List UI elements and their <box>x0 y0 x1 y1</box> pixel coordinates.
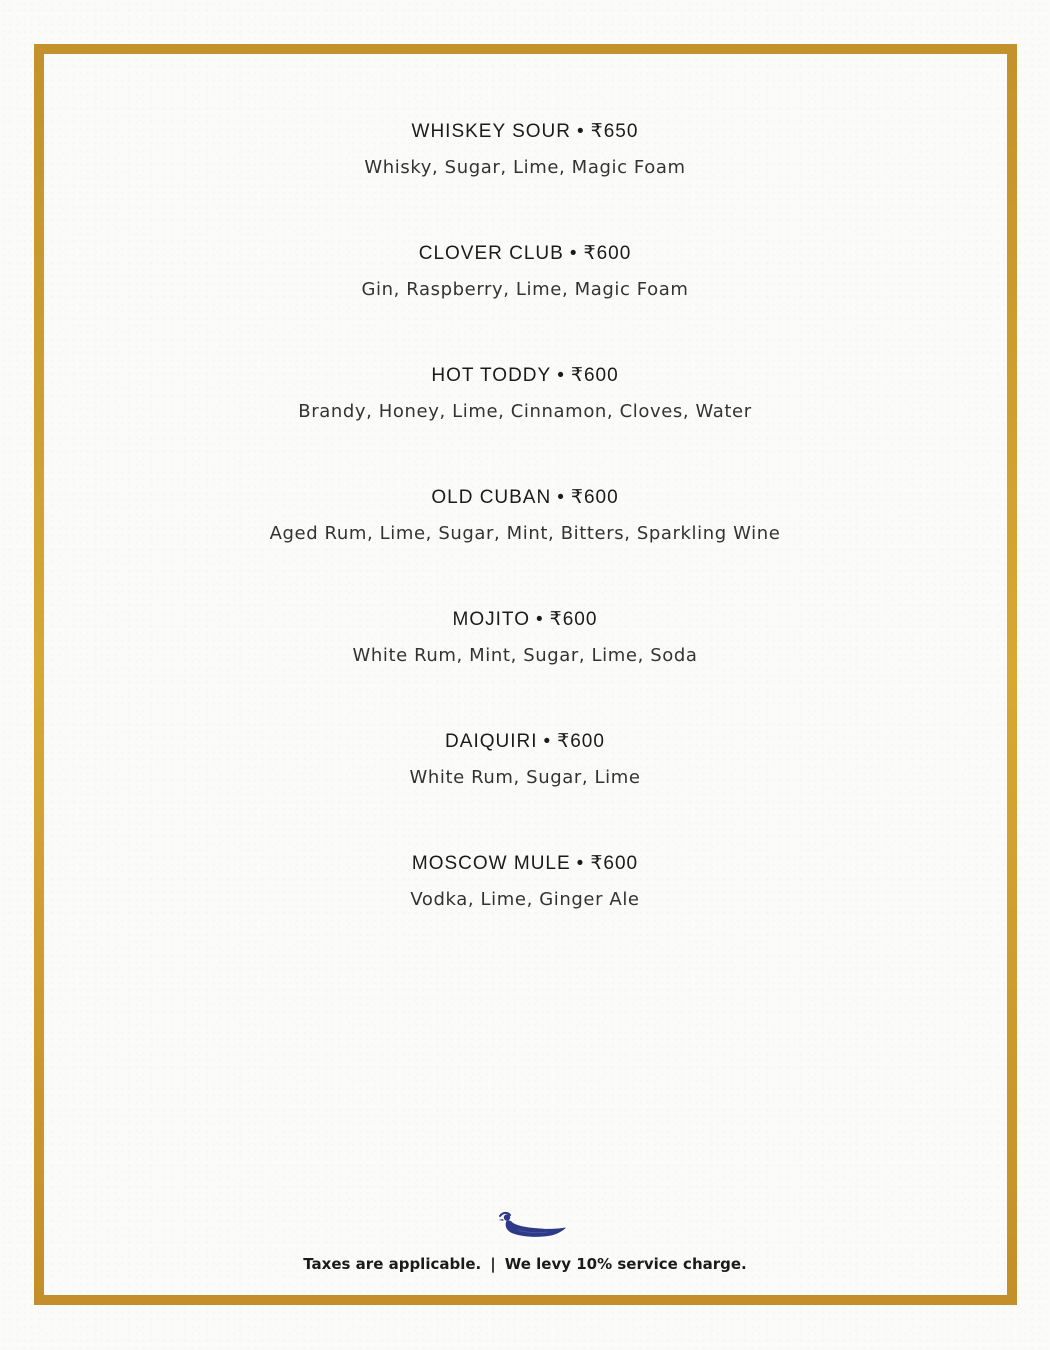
menu-item-daiquiri <box>0 726 1050 848</box>
menu-item-price: ₹650 <box>590 121 639 142</box>
menu-item-name: OLD CUBAN <box>431 487 552 508</box>
menu-item-ingredients: Brandy, Honey, Lime, Cinnamon, Cloves, Water <box>298 401 752 422</box>
menu-item-title <box>0 726 1050 758</box>
menu-item-price: ₹600 <box>549 609 598 630</box>
menu-item-ingredients: Vodka, Lime, Ginger Ale <box>410 889 640 910</box>
menu-item-name: MOSCOW MULE <box>411 853 571 874</box>
menu-item-title <box>0 238 1050 270</box>
menu-item-old-cuban <box>0 482 1050 604</box>
menu-item-title <box>0 848 1050 880</box>
menu-item-price: ₹600 <box>570 365 619 386</box>
drinks-menu <box>0 116 1050 970</box>
footer-note <box>0 1253 1050 1275</box>
peacock-icon <box>496 1208 568 1242</box>
menu-item-price: ₹600 <box>590 853 639 874</box>
menu-item-ingredients: White Rum, Sugar, Lime <box>409 767 641 788</box>
menu-item-separator: • <box>535 609 544 630</box>
menu-item-price: ₹600 <box>557 731 605 752</box>
menu-item-whiskey-sour <box>0 116 1050 238</box>
menu-item-ingredients: Whisky, Sugar, Lime, Magic Foam <box>364 157 686 178</box>
menu-item-hot-toddy <box>0 360 1050 482</box>
menu-item-price: ₹600 <box>570 487 619 508</box>
menu-item-moscow-mule <box>0 848 1050 970</box>
menu-item-separator: • <box>576 853 585 874</box>
service-charge-note: We levy 10% service charge. <box>504 1255 747 1273</box>
menu-item-mojito <box>0 604 1050 726</box>
menu-item-title <box>0 604 1050 636</box>
menu-item-name: DAIQUIRI <box>445 731 538 752</box>
menu-item-separator: • <box>569 243 578 264</box>
menu-item-separator: • <box>557 365 565 386</box>
menu-item-title <box>0 360 1050 392</box>
menu-item-ingredients: Gin, Raspberry, Lime, Magic Foam <box>361 279 689 300</box>
taxes-note: Taxes are applicable. <box>303 1255 482 1273</box>
menu-item-name: MOJITO <box>452 609 530 630</box>
menu-item-name: HOT TODDY <box>431 365 552 386</box>
menu-item-title <box>0 482 1050 514</box>
menu-item-ingredients: White Rum, Mint, Sugar, Lime, Soda <box>352 645 698 666</box>
menu-item-ingredients: Aged Rum, Lime, Sugar, Mint, Bitters, Sparkling Wine <box>269 523 781 544</box>
menu-item-name: WHISKEY SOUR <box>411 121 571 142</box>
menu-item-separator: • <box>543 731 552 752</box>
menu-item-separator: • <box>557 487 565 508</box>
footer-separator: | <box>490 1255 496 1273</box>
menu-item-price: ₹600 <box>583 243 632 264</box>
menu-item-title <box>0 116 1050 148</box>
menu-item-separator: • <box>577 121 585 142</box>
menu-item-name: CLOVER CLUB <box>418 243 564 264</box>
menu-item-clover-club <box>0 238 1050 360</box>
